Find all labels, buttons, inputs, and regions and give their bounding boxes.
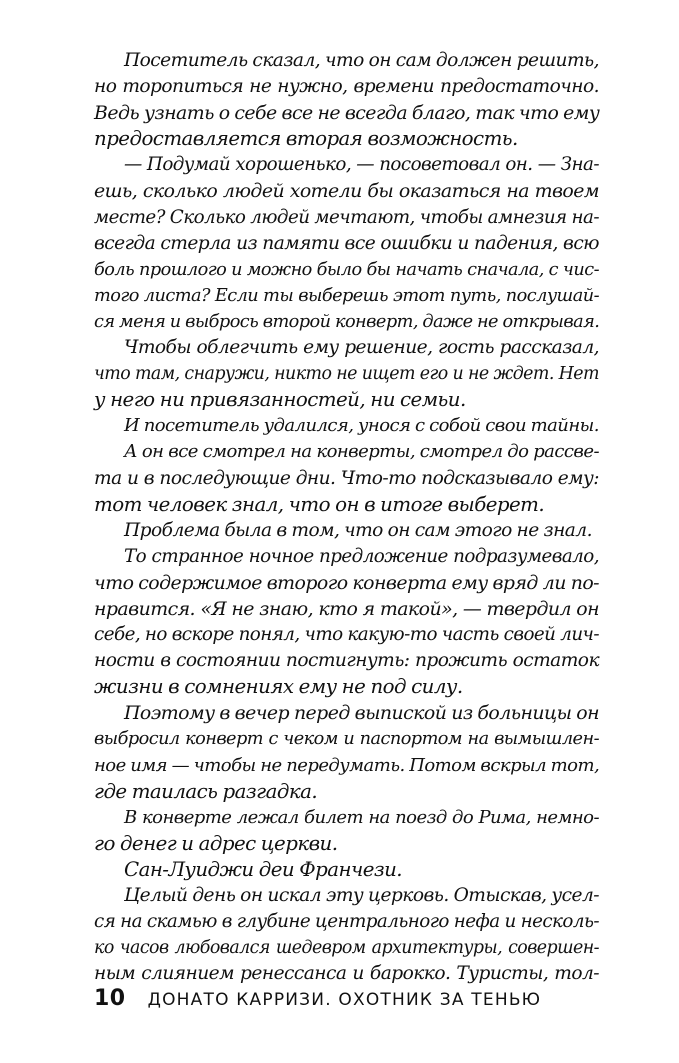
text-line: Целый день он искал эту церковь. Отыскав, усел- (124, 885, 599, 906)
text-line: всегда стерла из памяти все ошибки и падения, всю (94, 232, 599, 254)
text-line: И посетитель удалился, унося с собой свои тайны. (124, 415, 599, 437)
text-line: месте? Сколько людей мечтают, чтобы амнезия на- (94, 206, 599, 228)
text-line: того листа? Если ты выберешь этот путь, послушай- (94, 285, 599, 306)
text-line: ко часов любовался шедевром архитектуры, совершен- (94, 938, 599, 959)
text-line: ешь, сколько людей хотели бы оказаться на твоем (94, 180, 599, 203)
text-line: Чтобы облегчить ему решение, гость рассказал, (124, 337, 599, 359)
text-line: Проблема была в том, что он сам этого не знал. (124, 519, 592, 541)
text-line: го денег и адрес церкви. (94, 831, 338, 855)
text-line: Ведь узнать о себе все не всегда благо, так что ему (94, 102, 600, 125)
text-line: Посетитель сказал, что он сам должен решить, (124, 50, 599, 71)
text-line: жизни в сомнениях ему не под силу. (94, 675, 463, 699)
text-line: ным слиянием ренессанса и барокко. Туристы, тол- (94, 963, 599, 985)
text-line: ся меня и выбрось второй конверт, даже не открывая. (94, 311, 600, 332)
text-line: та и в последующие дни. Что-то подсказывало ему: (94, 467, 599, 489)
text-line: боль прошлого и можно было бы начать сначала, с чис- (94, 259, 599, 280)
text-line: выбросил конверт с чеком и паспортом на вымышлен- (94, 729, 599, 750)
body-text (94, 48, 599, 987)
text-line: у него ни привязанностей, ни семьи. (94, 388, 466, 412)
page-footer (94, 986, 541, 1016)
text-line: Сан-Луиджи деи Франчези. (124, 857, 403, 881)
text-line: А он все смотрел на конверты, смотрел до рассве- (124, 441, 599, 463)
text-line: ности в состоянии постигнуть: прожить остаток (94, 650, 599, 672)
text-line: ся на скамью в глубине центрального нефа и несколь- (94, 911, 599, 933)
text-line: То странное ночное предложение подразумевало, (124, 545, 599, 567)
page-number: 10 (94, 986, 126, 1011)
text-line: нравится. «Я не знаю, кто я такой», — твердил он (94, 597, 599, 620)
text-line: но торопиться не нужно, времени предостаточно. (94, 76, 599, 98)
running-head: ДОНАТО КАРРИЗИ. ОХОТНИК ЗА ТЕНЬЮ (147, 990, 542, 1010)
text-line: себе, но вскоре понял, что какую-то часть своей лич- (94, 624, 599, 646)
text-line: Поэтому в вечер перед выпиской из больницы он (124, 702, 599, 725)
text-line: тот человек знал, что он в итоге выберет. (94, 492, 545, 516)
text-line: предоставляется вторая возможность. (94, 127, 518, 151)
text-line: ное имя — чтобы не передумать. Потом вскрыл тот, (94, 754, 600, 776)
text-line: В конверте лежал билет на поезд до Рима, немно- (124, 806, 599, 828)
text-line: — Подумай хорошенько, — посоветовал он. — Зна- (124, 154, 599, 176)
text-line: что содержимое второго конверта ему вряд ли по- (94, 571, 599, 594)
text-line: что там, снаружи, никто не ищет его и не ждет. Нет (94, 364, 599, 385)
text-line: где таилась разгадка. (94, 779, 318, 803)
